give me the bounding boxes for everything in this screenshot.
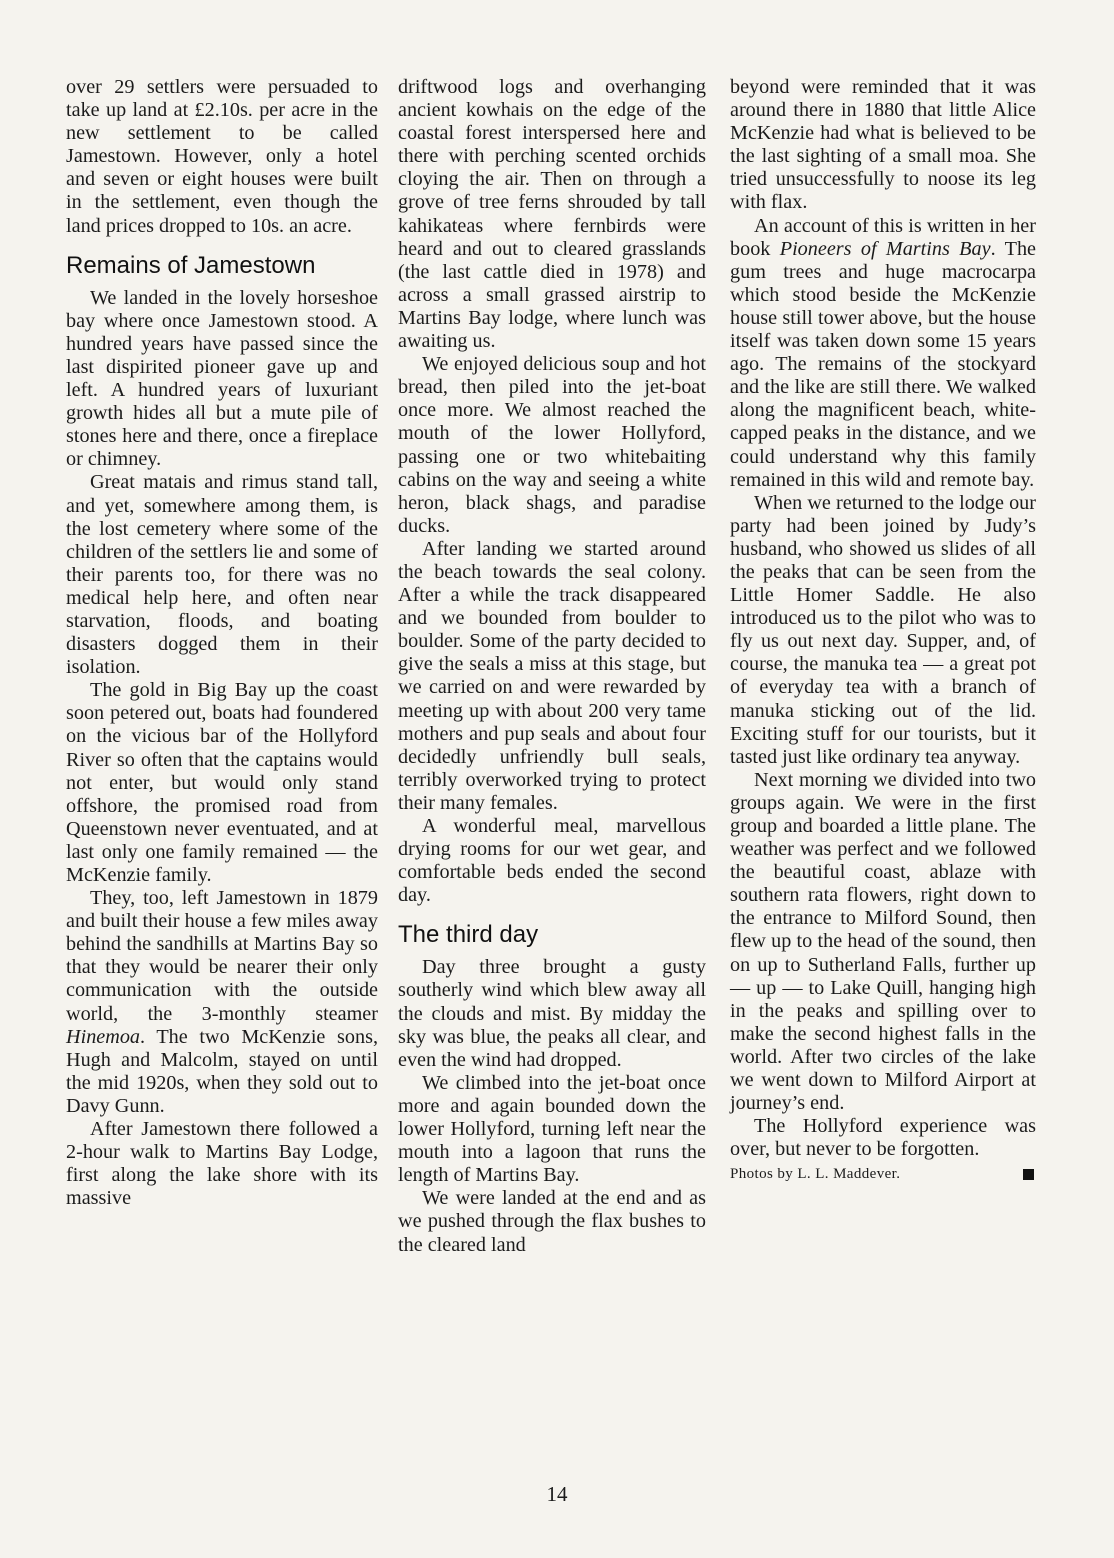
text-column-1 <box>66 76 378 1210</box>
section-heading: Remains of Jamestown <box>66 251 316 279</box>
paragraph: We enjoyed delicious soup and hot bread, then piled into the jet-boat once more. We almost reached the mouth of the lower Hollyford, passing one or two whitebaiting cabins on the way and seeing a white heron, black shags, and paradise ducks. <box>398 353 706 537</box>
paragraph: Next morning we divided into two groups again. We were in the first group and boarded a little plane. The weather was perfect and we followed the beautiful coast, ablaze with southern rata flowers, right down to the entrance to Milford Sound, then flew up to the head of the sound, then on up to Sutherland Falls, further up — up — to Lake Quill, hanging high in the peaks and spilling over to make the second highest falls in the world. After two circles of the lake we went down to Milford Airport at journey’s end. <box>730 768 1036 1115</box>
photo-credit: Photos by L. L. Maddever. <box>730 1166 901 1183</box>
page-number: 14 <box>546 1482 568 1506</box>
paragraph: driftwood logs and overhanging ancient kowhais on the edge of the coastal forest interspersed here and there with perching scented orchids cloying the air. Then on through a grove of tree ferns shrouded by tall kahikateas where fernbirds were heard and out to cleared grasslands (the last cattle died in 1978) and across a small grassed airstrip to Martins Bay lodge, where lunch was awaiting us. <box>398 76 706 353</box>
paragraph: We landed in the lovely horseshoe bay where once Jamestown stood. A hundred years have passed since the last dispirited pioneer gave up and left. A hundred years of luxuriant growth hides all but a mute pile of stones here and there, once a fireplace or chimney. <box>66 286 378 471</box>
italic-title: Pioneers of Martins Bay <box>779 237 991 260</box>
paragraph: beyond were reminded that it was around there in 1880 that little Alice McKenzie had what is believed to be the last sighting of a small moa. She tried unsuccessfully to noose its leg with flax. <box>730 76 1036 214</box>
paragraph: over 29 settlers were persuaded to take up land at £2.10s. per acre in the new settlement to be called Jamestown. However, only a hotel and seven or eight houses were built in the settlement, even though the land prices dropped to 10s. an acre. <box>66 76 378 237</box>
paragraph: The gold in Big Bay up the coast soon petered out, boats had foundered on the vicious bar of the Hollyford River so often that the captains would not enter, but would only stand offshore, the promised road from Queenstown never eventuated, and at last only one family remained — the McKenzie family. <box>66 679 378 886</box>
paragraph: The Hollyford experience was over, but never to be forgotten. <box>730 1115 1036 1161</box>
paragraph <box>730 215 1036 492</box>
paragraph-text: . The two McKenzie sons, Hugh and Malcolm, stayed on until the mid 1920s, when they sold out to Davy Gunn. <box>66 1025 378 1117</box>
italic-title: Hinemoa <box>66 1025 141 1048</box>
paragraph-text: An account of this is written in her book <box>730 214 1036 260</box>
paragraph <box>66 887 378 1118</box>
text-column-3 <box>730 76 1036 1187</box>
paragraph: A wonderful meal, marvellous drying rooms for our wet gear, and comfortable beds ended the second day. <box>398 815 706 907</box>
text-column-2 <box>398 76 706 1257</box>
text-column-3-body <box>730 76 1036 1161</box>
paragraph-text: . The gum trees and huge macrocarpa which stood beside the McKenzie house still tower above, but the house itself was taken down some 15 years ago. The remains of the stockyard and the like are still there. We walked along the magnificent beach, white-capped peaks in the distance, and we could understand why this family remained in this wild and remote bay. <box>730 237 1036 491</box>
paragraph-text: They, too, left Jamestown in 1879 and built their house a few miles away behind the sandhills at Martins Bay so that they would be nearer their only communication with the outside world, the 3-monthly steamer <box>66 887 378 1025</box>
paragraph: After Jamestown there followed a 2-hour walk to Martins Bay Lodge, first along the lake shore with its massive <box>66 1118 378 1210</box>
paragraph: When we returned to the lodge our party had been joined by Judy’s husband, who showed us slides of all the peaks that can be seen from the Little Homer Saddle. He also introduced us to the pilot who was to fly us out next day. Supper, and, of course, the manuka tea — a great pot of everyday tea with a branch of manuka sticking out of the lid. Exciting stuff for our tourists, but it tasted just like ordinary tea anyway. <box>730 491 1036 768</box>
photo-credit-row <box>730 1163 1036 1186</box>
section-heading: The third day <box>398 921 539 949</box>
paragraph: After landing we started around the beach towards the seal colony. After a while the track disappeared and we bounded from boulder to boulder. Some of the party decided to give the seals a miss at this stage, but we carried on and were rewarded by meeting up with about 200 very tame mothers and pup seals and about four decidedly unfriendly bull seals, terribly overworked trying to protect their many females. <box>398 537 706 814</box>
paragraph: We were landed at the end and as we pushed through the flax bushes to the cleared land <box>398 1187 706 1256</box>
paragraph: We climbed into the jet-boat once more and again bounded down the lower Hollyford, turning left near the mouth into a lagoon that runs the length of Martins Bay. <box>398 1071 706 1187</box>
end-of-article-mark-icon <box>1023 1169 1034 1180</box>
paragraph: Day three brought a gusty southerly wind which blew away all the clouds and mist. By midday the sky was blue, the peaks all clear, and even the wind had dropped. <box>398 956 706 1071</box>
paragraph: Great matais and rimus stand tall, and yet, somewhere among them, is the lost cemetery where some of the children of the settlers lie and some of their parents too, for there was no medical help here, and often near starvation, floods, and boating disasters dogged them in their isolation. <box>66 471 378 679</box>
